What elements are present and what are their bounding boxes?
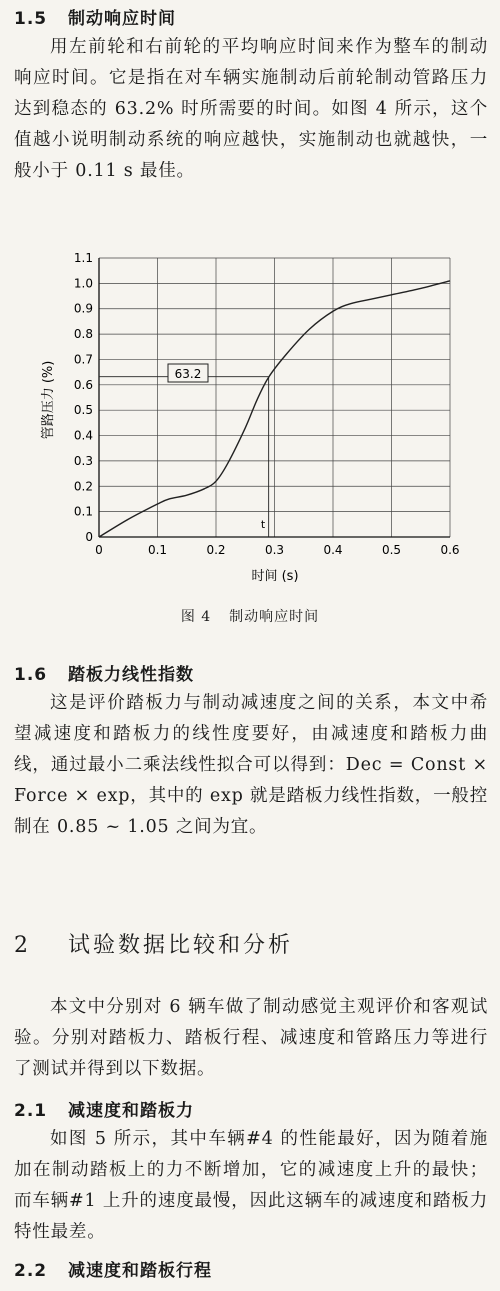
section-heading-1-5 xyxy=(14,4,176,29)
t-marker: t xyxy=(260,518,266,531)
chart-grid xyxy=(99,258,450,537)
y-tick-label: 0.2 xyxy=(73,479,93,494)
x-tick-label: 0 xyxy=(95,543,103,557)
y-tick-label: 1.0 xyxy=(73,276,93,291)
caption-number: 图 4 xyxy=(180,609,212,625)
section-title: 制动响应时间 xyxy=(68,9,176,29)
section-heading-2-2 xyxy=(14,1256,212,1281)
chapter-number: 2 xyxy=(14,933,31,958)
paragraph-pedal-linearity: 这是评价踏板力与制动减速度之间的关系，本文中希望减速度和踏板力的线性度要好，由减速度和踏板力曲线，通过最小二乘法线性拟合可以得到：Dec = Const × Force × exp，其中的 exp 就是踏板力线性指数，一般控制在 0.85 ~ 1.05 之间为宜。 xyxy=(14,693,488,837)
y-tick-label: 0.3 xyxy=(73,453,93,468)
y-tick-label: 1.1 xyxy=(73,251,93,265)
y-tick-label: 0.4 xyxy=(73,428,93,443)
y-axis-label: 管路压力 (%) xyxy=(41,360,56,440)
section-title: 踏板力线性指数 xyxy=(68,665,194,685)
chapter-title: 试验数据比较和分析 xyxy=(68,933,294,958)
x-tick-label: 0.4 xyxy=(323,543,343,557)
section-heading-1-6 xyxy=(14,660,194,685)
section-heading-2-1 xyxy=(14,1096,194,1121)
x-axis-label: 时间 (s) xyxy=(251,569,299,584)
section-number: 1.5 xyxy=(14,9,48,29)
section-title: 减速度和踏板行程 xyxy=(68,1261,212,1281)
x-tick-labels xyxy=(95,543,459,557)
chapter-heading-2 xyxy=(14,928,293,959)
y-tick-label: 0.5 xyxy=(73,403,93,418)
figure-caption xyxy=(0,606,500,626)
response-time-chart xyxy=(0,240,500,600)
y-tick-label: 0 xyxy=(85,530,93,544)
paragraph-test-data: 本文中分别对 6 辆车做了制动感觉主观评价和客观试验。分别对踏板力、踏板行程、减速度和管路压力等进行了测试并得到以下数据。 xyxy=(14,997,488,1079)
paragraph-decel-pedal-force: 如图 5 所示，其中车辆#4 的性能最好，因为随着施加在制动踏板上的力不断增加，它的减速度上升的最快；而车辆#1 上升的速度最慢，因此这辆车的减速度和踏板力特性最差。 xyxy=(14,1129,488,1242)
section-title: 减速度和踏板力 xyxy=(68,1101,194,1121)
y-tick-label: 0.7 xyxy=(73,352,93,367)
caption-title: 制动响应时间 xyxy=(229,609,320,625)
section-number: 2.2 xyxy=(14,1261,48,1281)
reference-lines xyxy=(99,377,269,537)
annotation-label: 63.2 xyxy=(174,367,202,381)
section-number: 1.6 xyxy=(14,665,48,685)
y-tick-label: 0.6 xyxy=(73,377,93,392)
x-tick-label: 0.5 xyxy=(381,543,402,557)
x-tick-label: 0.6 xyxy=(440,543,460,557)
x-tick-label: 0.2 xyxy=(206,543,226,557)
x-tick-label: 0.1 xyxy=(147,543,168,557)
y-tick-label: 0.8 xyxy=(73,327,93,342)
section-number: 2.1 xyxy=(14,1101,48,1121)
y-tick-labels xyxy=(74,251,93,544)
y-tick-label: 0.1 xyxy=(73,504,93,519)
paragraph-response-time: 用左前轮和右前轮的平均响应时间来作为整车的制动响应时间。它是指在对车辆实施制动后前轮制动管路压力达到稳态的 63.2% 时所需要的时间。如图 4 所示，这个值越小说明制动系统的响应越快，实施制动也就越快，一般小于 0.11 s 最佳。 xyxy=(14,37,488,181)
x-tick-label: 0.3 xyxy=(264,543,285,557)
y-tick-label: 0.9 xyxy=(73,301,93,316)
